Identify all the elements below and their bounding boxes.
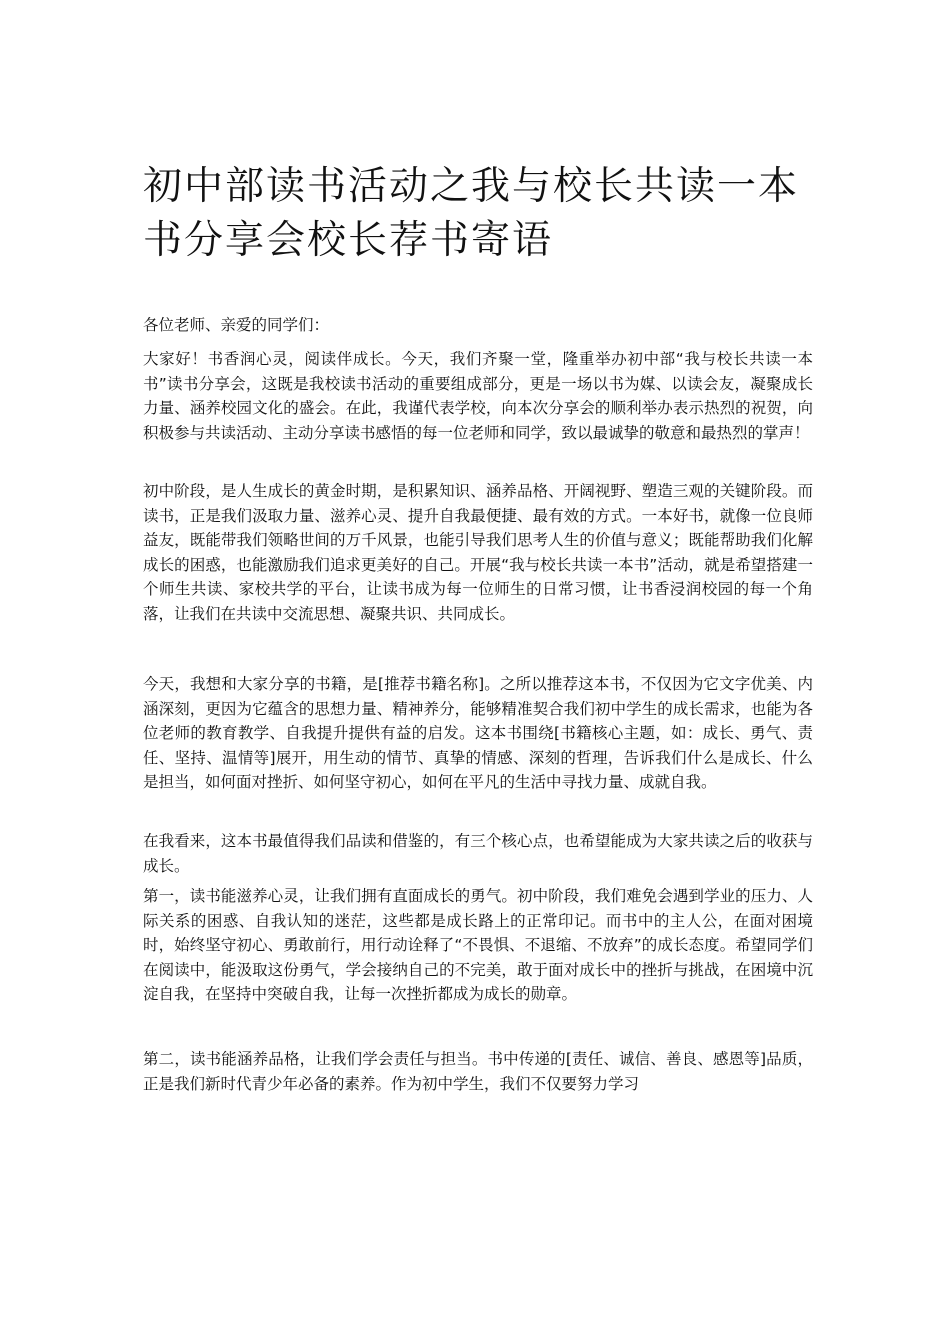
- document-title: 初中部读书活动之我与校长共读一本书分享会校长荐书寄语: [143, 164, 800, 263]
- paragraph-welcome: 大家好！书香润心灵，阅读伴成长。今天，我们齐聚一堂，隆重举办初中部“我与校长共读一本书”读书分享会，这既是我校读书活动的重要组成部分，更是一场以书为媒、以读会友，凝聚成长力量、涵养校园文化的盛会。在此，我谨代表学校，向本次分享会的顺利举办表示热烈的祝贺，向积极参与共读活动、主动分享读书感悟的每一位老师和同学，致以最诚挚的敬意和最热烈的掌声！: [143, 350, 813, 442]
- paragraph-point-two: 第二，读书能涵养品格，让我们学会责任与担当。书中传递的[责任、诚信、善良、感恩等]品质，正是我们新时代青少年必备的素养。作为初中学生，我们不仅要努力学习: [143, 1050, 813, 1093]
- greeting-line: 各位老师、亲爱的同学们：: [143, 316, 330, 334]
- paragraph-core-points-intro: 在我看来，这本书最值得我们品读和借鉴的，有三个核心点，也希望能成为大家共读之后的收获与成长。: [143, 832, 813, 875]
- paragraph-reading-importance: 初中阶段，是人生成长的黄金时期，是积累知识、涵养品格、开阔视野、塑造三观的关键阶段。而读书，正是我们汲取力量、滋养心灵、提升自我最便捷、最有效的方式。一本好书，就像一位良师益友，既能带我们领略世间的万千风景，也能引导我们思考人生的价值与意义；既能帮助我们化解成长的困惑，也能激励我们追求更美好的自己。开展“我与校长共读一本书”活动，就是希望搭建一个师生共读、家校共学的平台，让读书成为每一位师生的日常习惯，让书香浸润校园的每一个角落，让我们在共读中交流思想、凝聚共识、共同成长。: [143, 482, 813, 623]
- paragraph-book-recommendation: 今天，我想和大家分享的书籍，是[推荐书籍名称]。之所以推荐这本书，不仅因为它文字优美、内涵深刻，更因为它蕴含的思想力量、精神养分，能够精准契合我们初中学生的成长需求，也能为各位老师的教育教学、自我提升提供有益的启发。这本书围绕[书籍核心主题，如：成长、勇气、责任、坚持、温情等]展开，用生动的情节、真挚的情感、深刻的哲理，告诉我们什么是成长、什么是担当，如何面对挫折、如何坚守初心，如何在平凡的生活中寻找力量、成就自我。: [143, 675, 813, 792]
- paragraph-point-one: 第一，读书能滋养心灵，让我们拥有直面成长的勇气。初中阶段，我们难免会遇到学业的压力、人际关系的困惑、自我认知的迷茫，这些都是成长路上的正常印记。而书中的主人公，在面对困境时，始终坚守初心、勇敢前行，用行动诠释了“不畏惧、不退缩、不放弃”的成长态度。希望同学们在阅读中，能汲取这份勇气，学会接纳自己的不完美，敢于面对成长中的挫折与挑战，在困境中沉淀自我，在坚持中突破自我，让每一次挫折都成为成长的勋章。: [143, 887, 813, 1004]
